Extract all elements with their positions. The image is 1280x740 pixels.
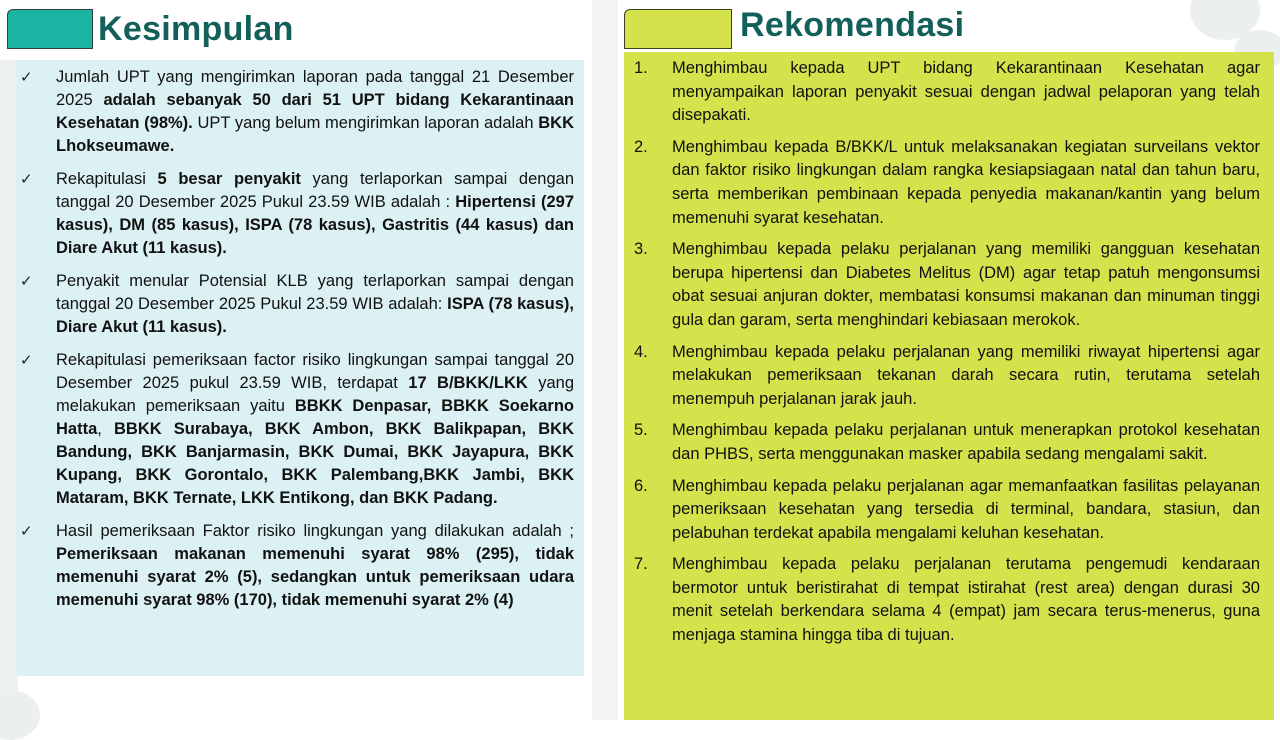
- rekomendasi-tab-marker: [624, 9, 732, 49]
- kesimpulan-list: [16, 66, 584, 622]
- rekomendasi-list: [624, 57, 1274, 656]
- kesimpulan-text-run: BBKK Denpasar, BBKK Soekarno Hatta: [56, 397, 574, 438]
- kesimpulan-text-run: Hipertensi (297 kasus), DM (85 kasus), ISPA (78 kasus), Gastritis (44 kasus) dan Diare Akut (11 kasus).: [56, 193, 575, 257]
- rekomendasi-item-number: 3.: [634, 240, 648, 259]
- kesimpulan-text-run: Hasil pemeriksaan Faktor risiko lingkungan yang dilakukan adalah ;: [56, 522, 574, 540]
- rekomendasi-item: [624, 238, 1274, 332]
- kesimpulan-tab-marker: [7, 9, 93, 49]
- kesimpulan-text-run: 17 B/BKK/LKK: [408, 374, 528, 392]
- kesimpulan-text-run: Rekapitulasi pemeriksaan factor risiko lingkungan sampai tanggal 20 Desember 2025 pukul 23.59 WIB, terdapat: [56, 351, 574, 392]
- kesimpulan-text-run: BKK Lhokseumawe.: [56, 114, 574, 155]
- kesimpulan-text-run: Pemeriksaan makanan memenuhi syarat 98% (295), tidak memenuhi syarat 2% (5), sedangkan untuk pemeriksaan udara memenuhi syarat 98% (170), tidak memenuhi syarat 2% (4): [56, 545, 574, 609]
- rekomendasi-item-number: 6.: [634, 476, 648, 495]
- rekomendasi-item: [624, 475, 1274, 546]
- kesimpulan-text-run: Jumlah UPT yang mengirimkan laporan pada tanggal 21 Desember 2025: [56, 68, 574, 109]
- kesimpulan-text-run: ,: [97, 420, 114, 438]
- rekomendasi-item-text: Menghimbau kepada pelaku perjalanan yang memiliki riwayat hipertensi agar melakukan pemeriksaan tekanan darah secara rutin, terutama setelah menempuh perjalanan jarak jauh.: [672, 342, 1260, 408]
- kesimpulan-text-run: adalah sebanyak 50 dari 51 UPT bidang Kekarantinaan Kesehatan (98%).: [56, 91, 574, 132]
- rekomendasi-item: [624, 57, 1274, 128]
- kesimpulan-text-run: BBKK Surabaya, BKK Ambon, BKK Balikpapan, BKK Bandung, BKK Banjarmasin, BKK Dumai, BKK Jayapura, BKK Kupang, BKK Gorontalo, BKK Palembang,BKK Jambi, BKK Mataram, BKK Ternate, LKK Entikong, dan BKK Padang.: [56, 420, 574, 507]
- checkmark-icon: ✓: [20, 69, 33, 86]
- rekomendasi-item: [624, 419, 1274, 466]
- rekomendasi-item-text: Menghimbau kepada pelaku perjalanan untuk menerapkan protokol kesehatan dan PHBS, serta menggunakan masker apabila sedang mengalami sakit.: [672, 421, 1260, 463]
- kesimpulan-text-run: yang melakukan pemeriksaan yaitu: [56, 374, 574, 415]
- rekomendasi-item: [624, 553, 1274, 647]
- rekomendasi-title: Rekomendasi: [740, 6, 965, 44]
- kesimpulan-text-run: yang terlaporkan sampai dengan tanggal 20 Desember 2025 Pukul 23.59 WIB adalah :: [56, 170, 574, 211]
- kesimpulan-text-run: 5 besar penyakit: [157, 170, 301, 188]
- rekomendasi-item-number: 5.: [634, 421, 648, 440]
- checkmark-icon: ✓: [20, 171, 33, 188]
- checkmark-icon: ✓: [20, 273, 33, 290]
- kesimpulan-item: [16, 168, 584, 260]
- background-divider: [592, 0, 618, 720]
- kesimpulan-item: [16, 66, 584, 158]
- decorative-shape: [0, 690, 40, 740]
- kesimpulan-title: Kesimpulan: [98, 10, 294, 48]
- rekomendasi-item-number: 2.: [634, 137, 648, 156]
- kesimpulan-text-run: ISPA (78 kasus), Diare Akut (11 kasus).: [56, 295, 574, 336]
- kesimpulan-item: [16, 270, 584, 339]
- rekomendasi-item: [624, 341, 1274, 412]
- rekomendasi-item-text: Menghimbau kepada pelaku perjalanan terutama pengemudi kendaraan bermotor untuk beristirahat di tempat istirahat (rest area) dengan durasi 30 menit setelah berkendara selama 4 (empat) jam secara terus-menerus, guna menjaga stamina hingga tiba di tujuan.: [672, 555, 1260, 645]
- checkmark-icon: ✓: [20, 523, 33, 540]
- rekomendasi-panel: [624, 52, 1274, 720]
- kesimpulan-item: [16, 520, 584, 612]
- kesimpulan-item: [16, 349, 584, 510]
- rekomendasi-item-number: 4.: [634, 342, 648, 361]
- rekomendasi-item-text: Menghimbau kepada pelaku perjalanan yang memiliki gangguan kesehatan berupa hipertensi dan Diabetes Melitus (DM) agar tetap patuh mengonsumsi obat sesuai anjuran dokter, membatasi konsumsi makanan dan minuman tinggi gula dan garam, serta menghindari kebiasaan merokok.: [672, 240, 1260, 329]
- checkmark-icon: ✓: [20, 352, 33, 369]
- rekomendasi-item-text: Menghimbau kepada UPT bidang Kekarantinaan Kesehatan agar menyampaikan laporan penyakit sesuai dengan jadwal pelaporan yang telah disepakati.: [672, 59, 1260, 125]
- kesimpulan-text-run: Rekapitulasi: [56, 170, 158, 188]
- rekomendasi-item: [624, 136, 1274, 230]
- rekomendasi-item-text: Menghimbau kepada B/BKK/L untuk melaksanakan kegiatan surveilans vektor dan faktor risiko lingkungan dalam rangka kesiapsiagaan natal dan tahun baru, serta memberikan pembinaan kepada penyedia makanan/kantin yang belum memenuhi syarat kesehatan.: [672, 137, 1260, 227]
- kesimpulan-text-run: UPT yang belum mengirimkan laporan adalah: [192, 114, 539, 132]
- rekomendasi-item-text: Menghimbau kepada pelaku perjalanan agar memanfaatkan fasilitas pelayanan pemeriksaan kesehatan yang tersedia di terminal, bandara, stasiun, dan pelabuhan terdekat apabila mengalami keluhan kesehatan.: [672, 476, 1260, 542]
- kesimpulan-text-run: Penyakit menular Potensial KLB yang terlaporkan sampai dengan tanggal 20 Desember 2025 Pukul 23.59 WIB adalah:: [56, 272, 574, 313]
- rekomendasi-item-number: 7.: [634, 555, 648, 574]
- rekomendasi-item-number: 1.: [634, 59, 648, 77]
- kesimpulan-panel: [16, 60, 584, 676]
